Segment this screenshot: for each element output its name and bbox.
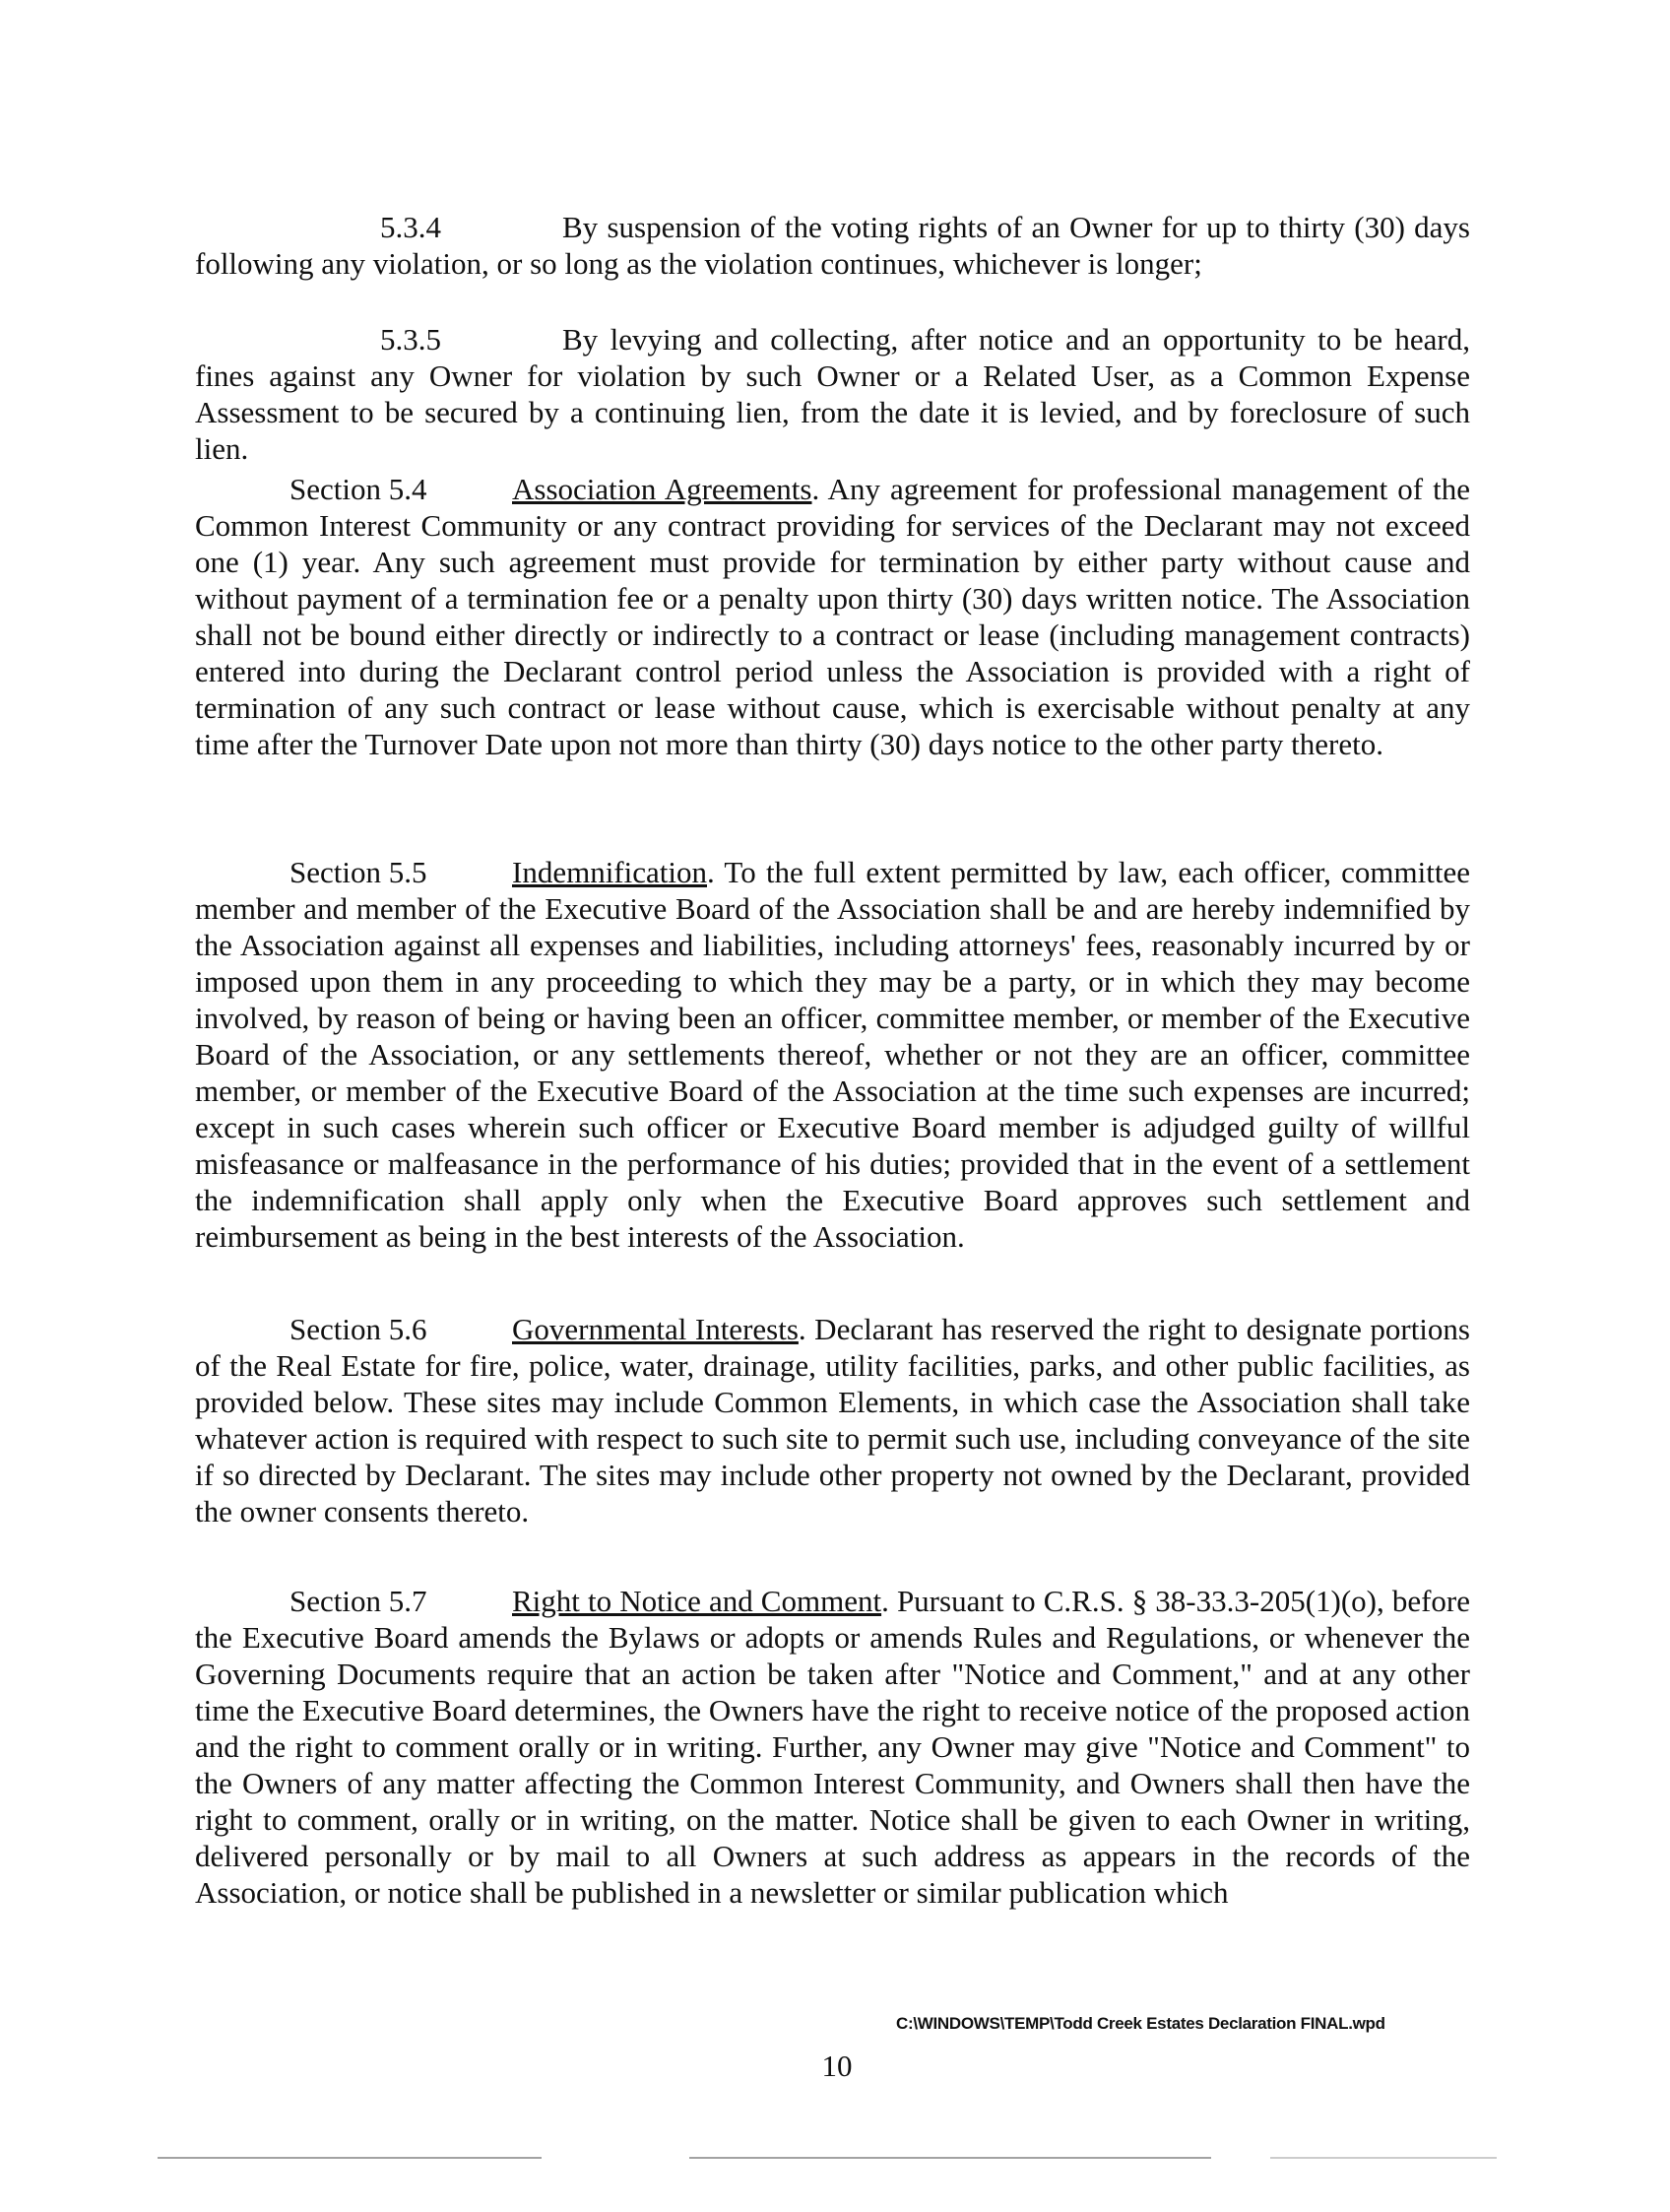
section-5-4 bbox=[195, 471, 1470, 762]
scan-artifact-line bbox=[1270, 2157, 1497, 2159]
paragraph-number: 5.3.5 bbox=[380, 322, 441, 357]
paragraph-number: 5.3.4 bbox=[380, 210, 441, 244]
paragraph-text: By suspension of the voting rights of an Owner for up to thirty (30) days following any violation, or so long as the violation continues, whichever is longer; bbox=[195, 210, 1470, 281]
paragraph-5-3-4 bbox=[195, 209, 1470, 282]
section-5-7 bbox=[195, 1583, 1470, 1911]
section-text: . To the full extent permitted by law, each officer, committee member and member of the Executive Board of the Association shall be and are hereby indemnified by the Association against all expenses and liabilities, including attorneys' fees, reasonably incurred by or imposed upon them in any proceeding to which they may be a party, or in which they may become involved, by reason of being or having been an officer, committee member, or member of the Executive Board of the Association, or any settlements thereof, whether or not they are an officer, committee member, or member of the Executive Board of the Association at the time such expenses are incurred; except in such cases wherein such officer or Executive Board member is adjudged guilty of willful misfeasance or malfeasance in the performance of his duties; provided that in the event of a settlement the indemnification shall apply only when the Executive Board approves such settlement and reimbursement as being in the best interests of the Association. bbox=[195, 855, 1470, 1254]
section-label: Section 5.6 bbox=[289, 1312, 427, 1346]
scan-artifact-line bbox=[158, 2157, 542, 2159]
section-text: . Any agreement for professional management of the Common Interest Community or any contract providing for services of the Declarant may not exceed one (1) year. Any such agreement must provide for termination by either party without cause and without payment of a termination fee or a penalty upon thirty (30) days written notice. The Association shall not be bound either directly or indirectly to a contract or lease (including management contracts) entered into during the Declarant control period unless the Association is provided with a right of termination of any such contract or lease without cause, which is exercisable without penalty at any time after the Turnover Date upon not more than thirty (30) days notice to the other party thereto. bbox=[195, 472, 1470, 761]
section-label: Section 5.4 bbox=[289, 472, 427, 506]
section-heading: Governmental Interests bbox=[512, 1312, 799, 1346]
section-5-5 bbox=[195, 854, 1470, 1255]
page-number: 10 bbox=[821, 2049, 853, 2083]
section-label: Section 5.7 bbox=[289, 1584, 427, 1618]
scan-artifact-line bbox=[689, 2157, 1211, 2159]
section-label: Section 5.5 bbox=[289, 855, 427, 889]
section-heading: Right to Notice and Comment bbox=[512, 1584, 882, 1618]
section-heading: Association Agreements bbox=[512, 472, 812, 506]
footer-file-path: C:\WINDOWS\TEMP\Todd Creek Estates Declaration FINAL.wpd bbox=[896, 2014, 1385, 2033]
section-text: . Pursuant to C.R.S. § 38-33.3-205(1)(o), before the Executive Board amends the Bylaws or adopts or amends Rules and Regulations, or whenever the Governing Documents require that an action be taken after "Notice and Comment," and at any other time the Executive Board determines, the Owners have the right to receive notice of the proposed action and the right to comment orally or in writing. Further, any Owner may give "Notice and Comment" to the Owners of any matter affecting the Common Interest Community, and Owners shall then have the right to comment, orally or in writing, on the matter. Notice shall be given to each Owner in writing, delivered personally or by mail to all Owners at such address as appears in the records of the Association, or notice shall be published in a newsletter or similar publication which bbox=[195, 1584, 1471, 1910]
section-5-6 bbox=[195, 1311, 1470, 1529]
paragraph-text: By levying and collecting, after notice and an opportunity to be heard, fines against any Owner for violation by such Owner or a Related User, as a Common Expense Assessment to be secured by a continuing lien, from the date it is levied, and by foreclosure of such lien. bbox=[195, 322, 1470, 466]
paragraph-5-3-5 bbox=[195, 321, 1470, 467]
section-heading: Indemnification bbox=[512, 855, 707, 889]
section-text: . Declarant has reserved the right to designate portions of the Real Estate for fire, police, water, drainage, utility facilities, parks, and other public facilities, as provided below. These sites may include Common Elements, in which case the Association shall take whatever action is required with respect to such site to permit such use, including conveyance of the site if so directed by Declarant. The sites may include other property not owned by the Declarant, provided the owner consents thereto. bbox=[195, 1312, 1470, 1529]
